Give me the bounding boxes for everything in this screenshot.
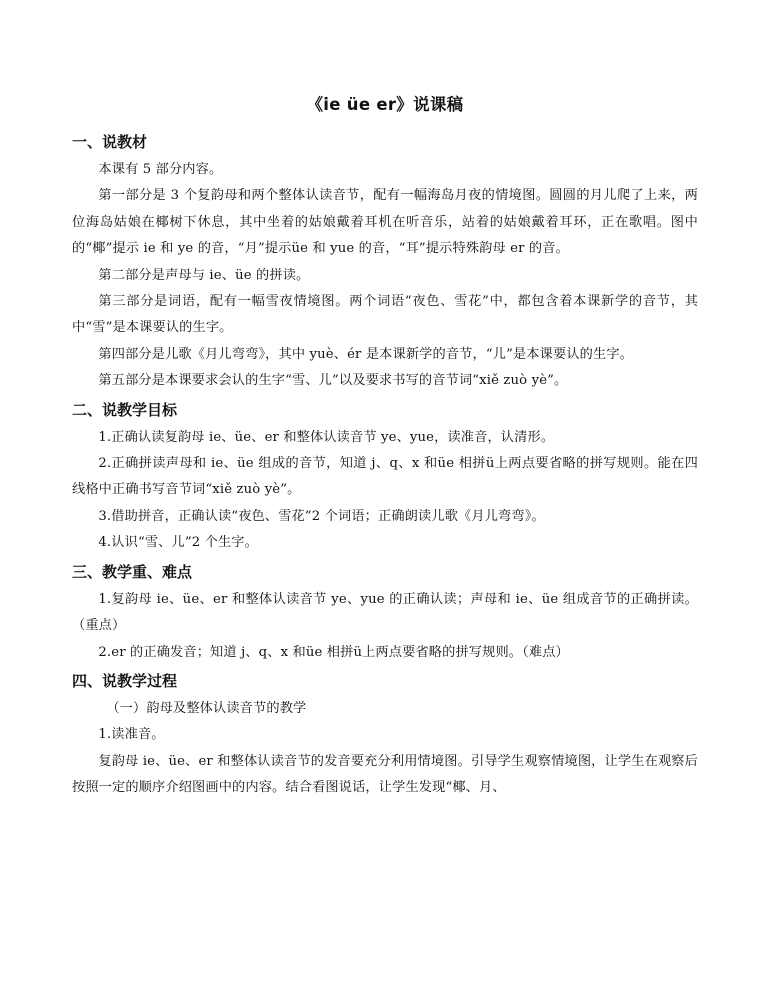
section-heading: 一、说教材: [72, 133, 148, 151]
paragraph: （一）韵母及整体认读音节的教学: [106, 700, 307, 716]
paragraph: 1.读准音。: [98, 727, 165, 743]
section-heading: 四、说教学过程: [72, 671, 178, 690]
paragraph: 第一部分是 3 个复韵母和两个整体认读音节，配有一幅海岛月夜的情境图。圆圆的月儿爬了上来，两位海岛姑娘在椰树下休息，其中坐着的姑娘戴着耳机在听音乐，站着的姑娘戴着耳环，正在歌唱。图中的“椰”提示 ie 和 ye 的音，“月”提示üe 和 yue 的音，“耳”提示特殊韵母 er 的音。: [72, 188, 698, 257]
paragraph: 复韵母 ie、üe、er 和整体认读音节的发音要充分利用情境图。引导学生观察情境图，让学生在观察后按照一定的顺序介绍图画中的内容。结合看图说话，让学生发现“椰、月、: [72, 753, 698, 796]
paragraph: 1.复韵母 ie、üe、er 和整体认读音节 ye、yue 的正确认读；声母和 ie、üe 组成音节的正确拼读。（重点）: [72, 591, 698, 634]
section-heading: 三、教学重、难点: [72, 562, 193, 581]
paragraph: 第五部分是本课要求会认的生字“雪、儿”以及要求书写的音节词“xiě zuò yè”。: [98, 373, 568, 389]
paragraph: 2.正确拼读声母和 ie、üe 组成的音节，知道 j、q、x 和üe 相拼ü上两点要省略的拼写规则。能在四线格中正确书写音节词“xiě zuò yè”。: [72, 456, 698, 498]
paragraph: 2.er 的正确发音；知道 j、q、x 和üe 相拼ü上两点要省略的拼写规则。（难点）: [98, 644, 569, 660]
paragraph: 1.正确认读复韵母 ie、üe、er 和整体认读音节 ye、yue，读准音，认清形。: [98, 429, 555, 445]
document-body: [72, 127, 698, 802]
paragraph: 本课有 5 部分内容。: [98, 162, 223, 177]
paragraph: 第四部分是儿歌《月儿弯弯》，其中 yuè、ér 是本课新学的音节，“儿”是本课要认的生字。: [98, 346, 634, 362]
paragraph: 4.认识“雪、儿”2 个生字。: [98, 535, 258, 551]
document-title: 《ie üe er》说课稿: [306, 95, 464, 114]
section-heading: 二、说教学目标: [72, 400, 178, 419]
paragraph: 3.借助拼音，正确认读“夜色、雪花”2 个词语；正确朗读儿歌《月儿弯弯》。: [98, 508, 545, 524]
paragraph: 第二部分是声母与 ie、üe 的拼读。: [98, 267, 310, 283]
paragraph: 第三部分是词语，配有一幅雪夜情境图。两个词语“夜色、雪花”中，都包含着本课新学的音节，其中“雪”是本课要认的生字。: [72, 294, 698, 336]
